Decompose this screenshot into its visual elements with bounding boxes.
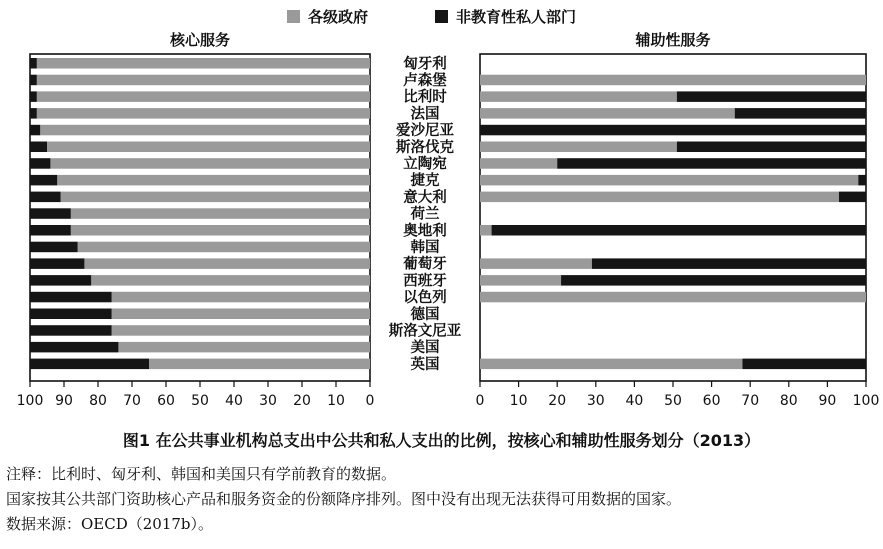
- aux-bar-government: [480, 192, 839, 203]
- aux-x-tick-label: 90: [818, 393, 837, 409]
- aux-x-tick-label: 100: [852, 393, 880, 409]
- country-label: 斯洛伐克: [396, 139, 454, 156]
- core-bar-government: [61, 192, 370, 203]
- core-bar-government: [118, 342, 370, 353]
- aux-bar-private: [557, 158, 866, 169]
- core-bar-private: [30, 225, 71, 236]
- core-bar-government: [91, 275, 370, 286]
- country-label: 意大利: [403, 189, 447, 206]
- core-bar-government: [57, 175, 370, 186]
- aux-x-tick-label: 0: [475, 393, 485, 409]
- core-bar-private: [30, 208, 71, 219]
- core-x-tick-label: 100: [16, 393, 44, 409]
- legend-label-private: 非教育性私人部门: [456, 8, 577, 26]
- core-bar-private: [30, 108, 37, 119]
- aux-bar-private: [742, 359, 866, 370]
- note-text: 注释：比利时、匈牙利、韩国和美国只有学前教育的数据。: [6, 465, 397, 483]
- country-label: 美国: [410, 340, 440, 357]
- legend-swatch-private: [435, 10, 448, 23]
- source-text: 数据来源：OECD（2017b）。: [6, 515, 214, 533]
- country-label: 葡萄牙: [403, 256, 447, 273]
- aux-x-tick-label: 10: [509, 393, 528, 409]
- core-x-tick-label: 80: [89, 393, 107, 409]
- aux-bar-government: [480, 142, 677, 153]
- aux-x-tick-label: 70: [741, 393, 760, 409]
- aux-bar-private: [480, 125, 866, 136]
- core-panel-title: 核心服务: [169, 31, 231, 49]
- legend-item-private: [435, 6, 576, 27]
- aux-bar-government: [480, 91, 677, 102]
- core-bar-government: [50, 158, 370, 169]
- aux-bar-private: [592, 258, 866, 269]
- core-bar-government: [47, 142, 370, 153]
- aux-x-tick-label: 20: [548, 393, 567, 409]
- core-bar-private: [30, 309, 112, 320]
- aux-bar-government: [480, 359, 742, 370]
- core-x-tick-label: 60: [157, 393, 175, 409]
- aux-x-tick-label: 60: [702, 393, 721, 409]
- core-bar-private: [30, 158, 50, 169]
- aux-bar-private: [561, 275, 866, 286]
- core-bar-government: [149, 359, 370, 370]
- core-bar-government: [112, 309, 370, 320]
- core-bar-government: [37, 91, 370, 102]
- core-bar-private: [30, 75, 37, 86]
- aux-bar-government: [480, 292, 866, 303]
- core-bar-government: [37, 108, 370, 119]
- core-bar-private: [30, 192, 61, 203]
- aux-bar-government: [480, 175, 858, 186]
- core-x-tick-label: 0: [365, 393, 375, 409]
- core-bar-private: [30, 125, 40, 136]
- core-bar-private: [30, 325, 112, 336]
- aux-bar-government: [480, 225, 492, 236]
- core-x-tick-label: 70: [123, 393, 141, 409]
- country-label: 卢森堡: [403, 72, 447, 89]
- core-bar-private: [30, 242, 78, 253]
- country-label: 斯洛文尼亚: [388, 323, 462, 340]
- aux-bar-private: [858, 175, 866, 186]
- core-x-tick-label: 90: [55, 393, 73, 409]
- core-bar-private: [30, 175, 57, 186]
- aux-bar-private: [677, 91, 866, 102]
- legend-item-government: [287, 6, 368, 27]
- aux-bar-government: [480, 275, 561, 286]
- core-bar-private: [30, 292, 112, 303]
- core-bar-government: [40, 125, 370, 136]
- core-x-tick-label: 20: [293, 393, 311, 409]
- aux-bar-private: [677, 142, 866, 153]
- core-bar-government: [71, 208, 370, 219]
- core-bar-private: [30, 58, 37, 69]
- country-label: 捷克: [410, 173, 440, 190]
- core-x-tick-label: 40: [225, 393, 243, 409]
- country-label: 荷兰: [410, 206, 440, 223]
- country-label: 西班牙: [403, 273, 447, 290]
- core-bar-private: [30, 342, 118, 353]
- country-label: 法国: [410, 106, 440, 123]
- core-bar-private: [30, 275, 91, 286]
- country-label: 英国: [410, 356, 440, 373]
- core-bar-government: [78, 242, 370, 253]
- core-bar-government: [71, 225, 370, 236]
- core-bar-private: [30, 258, 84, 269]
- core-bar-government: [37, 75, 370, 86]
- legend-label-government: 各级政府: [308, 8, 369, 26]
- country-label: 比利时: [403, 89, 447, 106]
- aux-bar-private: [735, 108, 866, 119]
- country-label: 韩国: [410, 239, 440, 256]
- aux-bar-government: [480, 158, 557, 169]
- aux-x-tick-label: 40: [625, 393, 644, 409]
- country-label: 匈牙利: [403, 56, 447, 73]
- aux-bar-government: [480, 258, 592, 269]
- aux-bar-private: [492, 225, 866, 236]
- country-label: 德国: [410, 306, 440, 323]
- core-bar-private: [30, 359, 149, 370]
- core-bar-government: [112, 292, 370, 303]
- order-note-text: 国家按其公共部门资助核心产品和服务资金的份额降序排列。图中没有出现无法获得可用数据的国家。: [6, 490, 682, 508]
- aux-x-tick-label: 80: [779, 393, 798, 409]
- aux-bar-private: [839, 192, 866, 203]
- core-x-tick-label: 10: [327, 393, 345, 409]
- figure-caption: 图1 在公共事业机构总支出中公共和私人支出的比例，按核心和辅助性服务划分（2013）: [122, 431, 761, 450]
- core-bar-private: [30, 91, 37, 102]
- core-bar-government: [37, 58, 370, 69]
- aux-panel-title: 辅助性服务: [635, 31, 711, 49]
- aux-bar-government: [480, 108, 735, 119]
- country-label: 以色列: [403, 290, 447, 307]
- legend-swatch-government: [287, 10, 300, 23]
- country-label: 爱沙尼亚: [396, 123, 454, 140]
- aux-x-tick-label: 50: [664, 393, 682, 409]
- core-bar-private: [30, 142, 47, 153]
- core-bar-government: [84, 258, 370, 269]
- aux-plot-frame: [480, 54, 866, 381]
- aux-bar-government: [480, 75, 866, 86]
- core-bar-government: [112, 325, 370, 336]
- country-label: 奥地利: [403, 223, 447, 240]
- country-label: 立陶宛: [403, 156, 447, 173]
- core-x-tick-label: 30: [259, 393, 277, 409]
- aux-x-tick-label: 30: [586, 393, 605, 409]
- core-x-tick-label: 50: [191, 393, 209, 409]
